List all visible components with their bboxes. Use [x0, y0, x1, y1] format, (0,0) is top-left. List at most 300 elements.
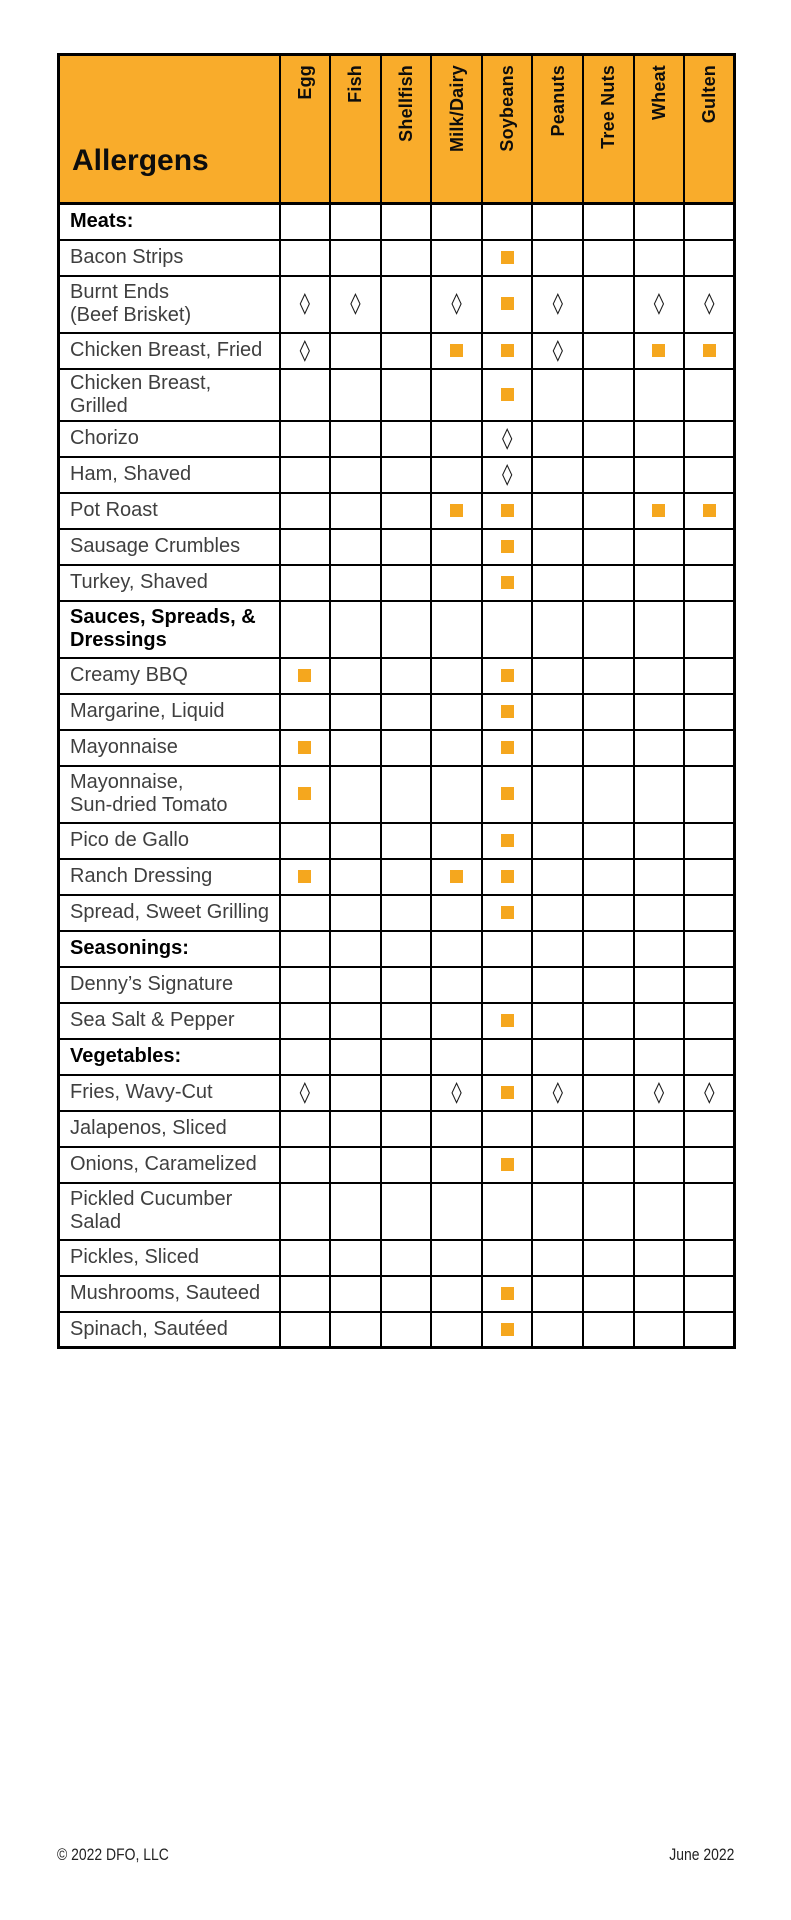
table-row [59, 1312, 735, 1348]
empty-cell [431, 204, 482, 240]
diamond-marker-cell [532, 333, 583, 369]
square-marker-cell [482, 1075, 533, 1111]
table-row [59, 276, 735, 333]
diamond-marker: ◊ [552, 337, 563, 362]
square-marker-cell [431, 859, 482, 895]
square-marker [501, 1086, 514, 1099]
column-header-egg [280, 55, 331, 204]
empty-cell [583, 493, 634, 529]
empty-cell [684, 1147, 735, 1183]
square-marker [298, 741, 311, 754]
diamond-marker-cell [634, 1075, 685, 1111]
empty-cell [280, 895, 331, 931]
empty-cell [330, 1183, 381, 1240]
table-row [59, 766, 735, 823]
empty-cell [532, 658, 583, 694]
empty-cell [482, 967, 533, 1003]
square-marker [298, 669, 311, 682]
empty-cell [634, 1111, 685, 1147]
empty-cell [583, 859, 634, 895]
diamond-marker: ◊ [704, 291, 715, 315]
empty-cell [684, 457, 735, 493]
empty-cell [583, 766, 634, 823]
square-marker [501, 297, 514, 310]
empty-cell [431, 240, 482, 276]
empty-cell [431, 967, 482, 1003]
empty-cell [634, 1240, 685, 1276]
empty-cell [381, 529, 432, 565]
empty-cell [634, 694, 685, 730]
table-row [59, 565, 735, 601]
square-marker [450, 504, 463, 517]
empty-cell [381, 766, 432, 823]
empty-cell [532, 493, 583, 529]
empty-cell [482, 931, 533, 967]
diamond-marker-cell [634, 276, 685, 333]
diamond-marker: ◊ [501, 461, 513, 486]
empty-cell [431, 1147, 482, 1183]
empty-cell [280, 457, 331, 493]
empty-cell [330, 766, 381, 823]
table-row [59, 1111, 735, 1147]
empty-cell [431, 1111, 482, 1147]
square-marker [501, 834, 514, 847]
allergen-table [57, 53, 736, 1349]
empty-cell [583, 895, 634, 931]
square-marker-cell [482, 730, 533, 766]
row-label: Creamy BBQ [59, 658, 280, 694]
square-marker [501, 906, 514, 919]
column-header-tree-nuts [583, 55, 634, 204]
row-label: Ranch Dressing [59, 859, 280, 895]
empty-cell [381, 493, 432, 529]
empty-cell [330, 240, 381, 276]
header-row [59, 55, 735, 204]
section-row [59, 1039, 735, 1075]
empty-cell [532, 859, 583, 895]
square-marker [703, 504, 716, 517]
empty-cell [330, 895, 381, 931]
row-label: Ham, Shaved [59, 457, 280, 493]
empty-cell [431, 1240, 482, 1276]
empty-cell [431, 694, 482, 730]
square-marker [652, 504, 665, 517]
square-marker [652, 344, 665, 357]
table-row [59, 1075, 735, 1111]
empty-cell [431, 601, 482, 658]
empty-cell [330, 369, 381, 421]
square-marker-cell [482, 823, 533, 859]
empty-cell [532, 1003, 583, 1039]
empty-cell [532, 1183, 583, 1240]
column-header-label: Wheat [648, 65, 669, 120]
empty-cell [583, 565, 634, 601]
empty-cell [684, 967, 735, 1003]
square-marker-cell [482, 369, 533, 421]
empty-cell [583, 1240, 634, 1276]
empty-cell [684, 766, 735, 823]
empty-cell [330, 601, 381, 658]
empty-cell [684, 369, 735, 421]
empty-cell [583, 601, 634, 658]
column-header-label: Egg [294, 65, 315, 100]
empty-cell [583, 240, 634, 276]
square-marker-cell [482, 859, 533, 895]
empty-cell [532, 421, 583, 457]
row-label: Chicken Breast, Fried [59, 333, 280, 369]
diamond-marker-cell [280, 276, 331, 333]
empty-cell [431, 1183, 482, 1240]
table-row [59, 1147, 735, 1183]
empty-cell [280, 529, 331, 565]
square-marker [501, 870, 514, 883]
empty-cell [330, 1240, 381, 1276]
empty-cell [431, 931, 482, 967]
row-label: Pico de Gallo [59, 823, 280, 859]
square-marker-cell [482, 529, 533, 565]
empty-cell [280, 565, 331, 601]
diamond-marker: ◊ [451, 291, 462, 315]
empty-cell [684, 730, 735, 766]
diamond-marker: ◊ [299, 337, 310, 362]
row-label: Sausage Crumbles [59, 529, 280, 565]
table-row [59, 859, 735, 895]
table-row [59, 1240, 735, 1276]
empty-cell [532, 601, 583, 658]
empty-cell [532, 931, 583, 967]
square-marker-cell [684, 493, 735, 529]
empty-cell [634, 529, 685, 565]
empty-cell [280, 369, 331, 421]
empty-cell [634, 823, 685, 859]
empty-cell [684, 1039, 735, 1075]
empty-cell [684, 1003, 735, 1039]
empty-cell [634, 730, 685, 766]
row-label: Pot Roast [59, 493, 280, 529]
row-label: Denny’s Signature [59, 967, 280, 1003]
empty-cell [634, 1312, 685, 1348]
empty-cell [532, 457, 583, 493]
square-marker-cell [482, 493, 533, 529]
empty-cell [431, 766, 482, 823]
empty-cell [330, 1147, 381, 1183]
square-marker-cell [482, 1312, 533, 1348]
empty-cell [634, 240, 685, 276]
diamond-marker: ◊ [552, 291, 563, 315]
row-label: Pickled Cucumber Salad [59, 1183, 280, 1240]
square-marker-cell [482, 565, 533, 601]
empty-cell [532, 369, 583, 421]
square-marker [501, 787, 514, 800]
section-row [59, 204, 735, 240]
square-marker [501, 669, 514, 682]
column-header-soybeans [482, 55, 533, 204]
table-row [59, 333, 735, 369]
square-marker [501, 344, 514, 357]
empty-cell [583, 931, 634, 967]
empty-cell [330, 204, 381, 240]
row-label: Spinach, Sautéed [59, 1312, 280, 1348]
square-marker-cell [482, 1276, 533, 1312]
empty-cell [684, 658, 735, 694]
diamond-marker-cell [532, 1075, 583, 1111]
diamond-marker-cell [482, 457, 533, 493]
empty-cell [583, 1111, 634, 1147]
diamond-marker-cell [482, 421, 533, 457]
square-marker-cell [482, 276, 533, 333]
table-row [59, 457, 735, 493]
empty-cell [634, 565, 685, 601]
section-row [59, 601, 735, 658]
empty-cell [583, 1147, 634, 1183]
empty-cell [532, 240, 583, 276]
row-label: Seasonings: [59, 931, 280, 967]
empty-cell [482, 601, 533, 658]
square-marker-cell [431, 493, 482, 529]
empty-cell [330, 493, 381, 529]
square-marker-cell [684, 333, 735, 369]
square-marker-cell [431, 333, 482, 369]
square-marker-cell [280, 766, 331, 823]
square-marker-cell [280, 730, 331, 766]
row-label: Burnt Ends (Beef Brisket) [59, 276, 280, 333]
row-label: Meats: [59, 204, 280, 240]
empty-cell [532, 1111, 583, 1147]
allergen-table-container [57, 53, 736, 1349]
empty-cell [381, 457, 432, 493]
empty-cell [280, 1039, 331, 1075]
empty-cell [431, 369, 482, 421]
empty-cell [684, 565, 735, 601]
empty-cell [381, 658, 432, 694]
empty-cell [684, 1240, 735, 1276]
empty-cell [280, 204, 331, 240]
square-marker [501, 1014, 514, 1027]
row-label: Fries, Wavy-Cut [59, 1075, 280, 1111]
empty-cell [280, 931, 331, 967]
empty-cell [330, 421, 381, 457]
empty-cell [381, 1312, 432, 1348]
empty-cell [381, 421, 432, 457]
empty-cell [634, 895, 685, 931]
square-marker-cell [482, 240, 533, 276]
empty-cell [431, 895, 482, 931]
empty-cell [381, 565, 432, 601]
empty-cell [381, 1240, 432, 1276]
column-header-gulten [684, 55, 735, 204]
empty-cell [532, 766, 583, 823]
empty-cell [330, 859, 381, 895]
square-marker [703, 344, 716, 357]
square-marker-cell [482, 333, 533, 369]
table-row [59, 1003, 735, 1039]
empty-cell [482, 1039, 533, 1075]
empty-cell [280, 1003, 331, 1039]
diamond-marker: ◊ [501, 425, 513, 450]
empty-cell [431, 658, 482, 694]
empty-cell [634, 658, 685, 694]
empty-cell [280, 421, 331, 457]
row-label: Chorizo [59, 421, 280, 457]
row-label: Pickles, Sliced [59, 1240, 280, 1276]
diamond-marker-cell [684, 276, 735, 333]
empty-cell [583, 204, 634, 240]
empty-cell [330, 1039, 381, 1075]
empty-cell [330, 730, 381, 766]
diamond-marker-cell [431, 276, 482, 333]
empty-cell [583, 276, 634, 333]
row-label: Sea Salt & Pepper [59, 1003, 280, 1039]
empty-cell [381, 967, 432, 1003]
empty-cell [330, 694, 381, 730]
column-header-label: Peanuts [547, 65, 568, 137]
square-marker-cell [482, 1147, 533, 1183]
empty-cell [280, 1111, 331, 1147]
empty-cell [330, 823, 381, 859]
table-row [59, 529, 735, 565]
empty-cell [532, 204, 583, 240]
empty-cell [634, 1039, 685, 1075]
empty-cell [634, 1147, 685, 1183]
column-header-shellfish [381, 55, 432, 204]
empty-cell [532, 1276, 583, 1312]
diamond-marker: ◊ [552, 1079, 563, 1104]
square-marker-cell [482, 766, 533, 823]
empty-cell [330, 1003, 381, 1039]
empty-cell [431, 421, 482, 457]
empty-cell [280, 967, 331, 1003]
empty-cell [330, 1075, 381, 1111]
empty-cell [280, 1312, 331, 1348]
diamond-marker-cell [684, 1075, 735, 1111]
table-title: Allergens [59, 55, 280, 204]
empty-cell [583, 529, 634, 565]
square-marker-cell [280, 658, 331, 694]
empty-cell [482, 1183, 533, 1240]
empty-cell [431, 1039, 482, 1075]
square-marker [298, 787, 311, 800]
empty-cell [381, 931, 432, 967]
diamond-marker: ◊ [704, 1079, 715, 1104]
empty-cell [634, 457, 685, 493]
empty-cell [330, 931, 381, 967]
empty-cell [280, 694, 331, 730]
empty-cell [431, 1276, 482, 1312]
square-marker [501, 251, 514, 264]
row-label: Mayonnaise [59, 730, 280, 766]
empty-cell [330, 1276, 381, 1312]
empty-cell [684, 1276, 735, 1312]
empty-cell [634, 369, 685, 421]
column-header-fish [330, 55, 381, 204]
empty-cell [532, 1039, 583, 1075]
column-header-label: Milk/Dairy [446, 65, 467, 153]
square-marker-cell [482, 658, 533, 694]
empty-cell [431, 1312, 482, 1348]
empty-cell [583, 369, 634, 421]
empty-cell [381, 1039, 432, 1075]
empty-cell [431, 1003, 482, 1039]
empty-cell [532, 895, 583, 931]
empty-cell [280, 823, 331, 859]
row-label: Turkey, Shaved [59, 565, 280, 601]
diamond-marker: ◊ [653, 291, 665, 315]
empty-cell [330, 1312, 381, 1348]
empty-cell [330, 565, 381, 601]
empty-cell [684, 859, 735, 895]
square-marker [501, 540, 514, 553]
empty-cell [684, 204, 735, 240]
empty-cell [381, 369, 432, 421]
square-marker-cell [634, 333, 685, 369]
row-label: Sauces, Spreads, & Dressings [59, 601, 280, 658]
column-header-label: Shellfish [395, 65, 416, 142]
empty-cell [684, 1312, 735, 1348]
square-marker [450, 870, 463, 883]
empty-cell [381, 1075, 432, 1111]
square-marker [501, 741, 514, 754]
square-marker [501, 504, 514, 517]
table-row [59, 1276, 735, 1312]
diamond-marker-cell [330, 276, 381, 333]
empty-cell [634, 931, 685, 967]
empty-cell [330, 658, 381, 694]
square-marker [501, 388, 514, 401]
empty-cell [280, 601, 331, 658]
empty-cell [381, 240, 432, 276]
empty-cell [280, 493, 331, 529]
empty-cell [381, 694, 432, 730]
diamond-marker: ◊ [451, 1079, 462, 1104]
empty-cell [381, 859, 432, 895]
empty-cell [330, 457, 381, 493]
empty-cell [330, 333, 381, 369]
square-marker [501, 1323, 514, 1336]
table-row [59, 694, 735, 730]
empty-cell [280, 1276, 331, 1312]
diamond-marker-cell [431, 1075, 482, 1111]
empty-cell [634, 766, 685, 823]
empty-cell [280, 1240, 331, 1276]
empty-cell [381, 601, 432, 658]
table-row [59, 730, 735, 766]
empty-cell [532, 967, 583, 1003]
empty-cell [482, 204, 533, 240]
empty-cell [431, 730, 482, 766]
diamond-marker-cell [280, 333, 331, 369]
empty-cell [583, 1003, 634, 1039]
diamond-marker: ◊ [653, 1079, 665, 1104]
empty-cell [381, 1183, 432, 1240]
empty-cell [482, 1240, 533, 1276]
column-header-label: Gulten [699, 65, 720, 124]
square-marker [501, 576, 514, 589]
empty-cell [684, 529, 735, 565]
empty-cell [684, 1183, 735, 1240]
diamond-marker-cell [280, 1075, 331, 1111]
empty-cell [280, 1147, 331, 1183]
empty-cell [583, 1276, 634, 1312]
square-marker [501, 1287, 514, 1300]
empty-cell [532, 823, 583, 859]
empty-cell [634, 1183, 685, 1240]
square-marker-cell [482, 895, 533, 931]
column-header-label: Fish [345, 65, 366, 103]
empty-cell [280, 240, 331, 276]
empty-cell [381, 1003, 432, 1039]
row-label: Vegetables: [59, 1039, 280, 1075]
empty-cell [634, 859, 685, 895]
